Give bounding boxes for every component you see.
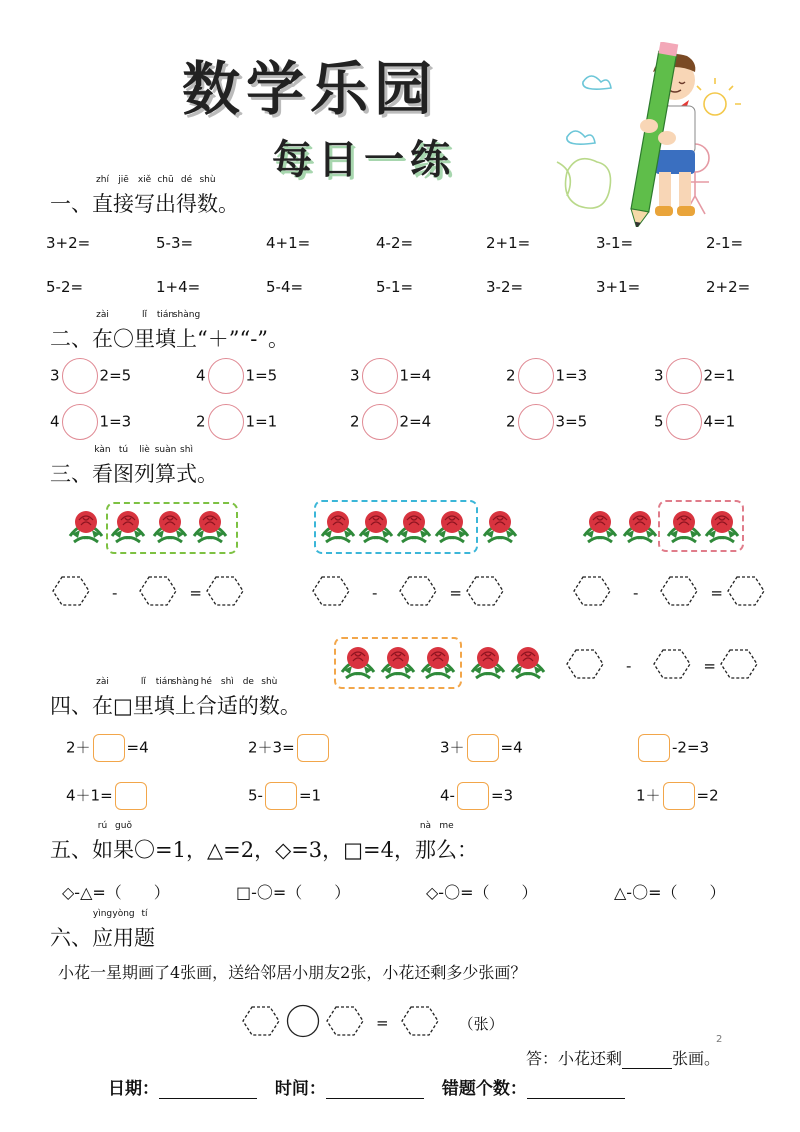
rose-icon	[508, 642, 548, 686]
answer-box[interactable]	[297, 734, 329, 762]
pinyin-char: tú 图	[113, 445, 134, 486]
grouping-box	[334, 637, 462, 689]
answer-box[interactable]	[467, 734, 499, 762]
pinyin-char: zhí 直	[92, 175, 113, 216]
fill-box-equation: 4＋1=	[66, 782, 149, 810]
date-blank[interactable]	[159, 1080, 257, 1099]
section-1-heading: 一、 zhí 直 jiē 接 xiě 写 chū 出 dé 得 shù 数。	[50, 175, 239, 216]
pinyin-char: liè 列	[134, 445, 155, 486]
circle-equation: 3 2=1	[654, 358, 735, 394]
rose-icon	[468, 642, 508, 686]
equation: 5-1=	[376, 278, 414, 296]
hexagon-equation: - =	[52, 576, 244, 610]
circle-equation: 5 4=1	[654, 404, 735, 440]
hexagon-equation: - =	[566, 649, 758, 683]
fill-box-equation: 4- =3	[440, 782, 513, 810]
hexagon-blank[interactable]	[242, 1006, 280, 1040]
equation: 4+1=	[266, 234, 311, 252]
shape-equation: ◇-〇=（ ）	[426, 883, 538, 902]
grouping-box	[314, 500, 478, 554]
fill-box-equation: 3＋ =4	[440, 734, 523, 762]
shape-answer-equation: = （张）	[242, 1004, 504, 1042]
fill-box-equation: -2=3	[636, 734, 709, 762]
section-5-heading: 五、 rú 如 guǒ 果〇=1，△=2，◇=3，□=4， nà 那 me 么：	[50, 821, 478, 862]
circle-equation: 2 1=3	[506, 358, 587, 394]
rose-icon	[620, 506, 660, 550]
pinyin-char: 〇	[113, 327, 134, 351]
fill-box-equation: 2＋ =4	[66, 734, 149, 762]
section-4-heading: 四、 zài 在 □ lǐ 里 tián 填 shàng 上 hé 合 shì 适 de 的 shù 数。	[50, 677, 301, 718]
page-subtitle: 每日一练	[272, 136, 456, 183]
footer: 日期： 时间： 错题个数：	[108, 1074, 625, 1099]
hexagon-blank[interactable]	[653, 649, 691, 683]
pinyin-char: □	[113, 694, 133, 718]
hexagon-equation: - =	[573, 576, 765, 610]
operator-circle[interactable]	[666, 358, 702, 394]
circle-equation: 3 1=4	[350, 358, 431, 394]
pinyin-char: chū 出	[155, 175, 176, 216]
circle-blank[interactable]	[286, 1004, 320, 1042]
section-6-heading: 六、 yìng 应 yòng 用 tí 题	[50, 909, 155, 950]
pinyin-char: yòng 用	[112, 909, 135, 950]
answer-box[interactable]	[638, 734, 670, 762]
grouping-box	[106, 502, 238, 554]
hexagon-blank[interactable]	[720, 649, 758, 683]
operator-circle[interactable]	[62, 404, 98, 440]
pinyin-char: xiě 写	[134, 175, 155, 216]
hexagon-blank[interactable]	[206, 576, 244, 610]
section-2-heading: 二、 zài 在 〇 lǐ 里 tián 填 shàng 上“＋”“-”。	[50, 310, 290, 351]
answer-box[interactable]	[265, 782, 297, 810]
shape-equation: ◇-△=（ ）	[62, 883, 170, 902]
circle-equation: 3 2=5	[50, 358, 131, 394]
pinyin-char: jiē 接	[113, 175, 134, 216]
errors-blank[interactable]	[527, 1080, 625, 1099]
pinyin-char: yìng 应	[92, 909, 113, 950]
answer-box[interactable]	[93, 734, 125, 762]
pinyin-char: shù 数	[197, 175, 218, 216]
equation: 3-2=	[486, 278, 524, 296]
boy-pencil-illustration	[555, 42, 750, 227]
answer-box[interactable]	[663, 782, 695, 810]
pinyin-char: tián 填	[155, 310, 176, 351]
answer-box[interactable]	[457, 782, 489, 810]
pinyin-char: kàn 看	[92, 445, 113, 486]
pinyin-char: tí 题	[134, 909, 155, 950]
pinyin-char: lǐ 里	[134, 310, 155, 351]
circle-equation: 4 1=3	[50, 404, 131, 440]
equation: 1+4=	[156, 278, 201, 296]
circle-equation: 2 1=1	[196, 404, 277, 440]
circle-equation: 2 2=4	[350, 404, 431, 440]
equation: 3+2=	[46, 234, 91, 252]
circle-equation: 2 3=5	[506, 404, 587, 440]
equation: 3-1=	[596, 234, 634, 252]
word-problem: 小花一星期画了4张画，送给邻居小朋友2张，小花还剩多少张画？	[58, 963, 527, 982]
rose-icon	[66, 506, 106, 550]
hexagon-blank[interactable]	[326, 1006, 364, 1040]
hexagon-blank[interactable]	[727, 576, 765, 610]
operator-circle[interactable]	[518, 404, 554, 440]
pinyin-char: tián 填	[153, 677, 175, 718]
equation: 5-3=	[156, 234, 194, 252]
pinyin-char: dé 得	[176, 175, 197, 216]
operator-circle[interactable]	[666, 404, 702, 440]
hexagon-blank[interactable]	[399, 576, 437, 610]
pinyin-char: lǐ 里	[132, 677, 154, 718]
equation: 2+1=	[486, 234, 531, 252]
operator-circle[interactable]	[62, 358, 98, 394]
rose-icon	[580, 506, 620, 550]
pinyin-char: hé 合	[195, 677, 217, 718]
pinyin-char: de 的	[237, 677, 259, 718]
pinyin-char: shàng 上	[171, 677, 200, 718]
fill-box-equation: 1＋ =2	[636, 782, 719, 810]
section-3-heading: 三、 kàn 看 tú 图 liè 列 suàn 算 shì 式。	[50, 445, 218, 486]
page-number: 2	[716, 1034, 723, 1045]
pinyin-char: shù 数	[258, 677, 280, 718]
operator-circle[interactable]	[362, 404, 398, 440]
pinyin-char: suàn 算	[154, 445, 177, 486]
equation: 2-1=	[706, 234, 744, 252]
pinyin-char: shì 适	[216, 677, 238, 718]
page-title: 数学乐园	[182, 55, 439, 123]
hexagon-blank[interactable]	[466, 576, 504, 610]
answer-box[interactable]	[115, 782, 147, 810]
operator-circle[interactable]	[518, 358, 554, 394]
hexagon-blank[interactable]	[573, 576, 611, 610]
pinyin-char: shàng 上	[172, 310, 201, 351]
answer-line: 答：小花还剩 张画。	[526, 1049, 721, 1068]
hexagon-blank[interactable]	[312, 576, 350, 610]
circle-equation: 4 1=5	[196, 358, 277, 394]
hexagon-blank[interactable]	[139, 576, 177, 610]
operator-circle[interactable]	[208, 358, 244, 394]
operator-circle[interactable]	[208, 404, 244, 440]
grouping-box	[658, 500, 744, 552]
equation: 5-4=	[266, 278, 304, 296]
fill-box-equation: 2＋3=	[248, 734, 331, 762]
hexagon-blank[interactable]	[660, 576, 698, 610]
hexagon-blank[interactable]	[401, 1006, 439, 1040]
equation: 2+2=	[706, 278, 751, 296]
answer-blank[interactable]	[622, 1050, 672, 1069]
time-blank[interactable]	[326, 1080, 424, 1099]
shape-equation: □-〇=（ ）	[236, 883, 351, 902]
hexagon-blank[interactable]	[52, 576, 90, 610]
equation: 5-2=	[46, 278, 84, 296]
fill-box-equation: 5- =1	[248, 782, 321, 810]
shape-equation: △-〇=（ ）	[614, 883, 726, 902]
hexagon-equation: - =	[312, 576, 504, 610]
pinyin-char: zài 在	[92, 677, 113, 718]
rose-icon	[480, 506, 520, 550]
pinyin-char: shì 式	[176, 445, 197, 486]
hexagon-blank[interactable]	[566, 649, 604, 683]
operator-circle[interactable]	[362, 358, 398, 394]
pinyin-char: zài 在	[92, 310, 113, 351]
equation: 4-2=	[376, 234, 414, 252]
equation: 3+1=	[596, 278, 641, 296]
